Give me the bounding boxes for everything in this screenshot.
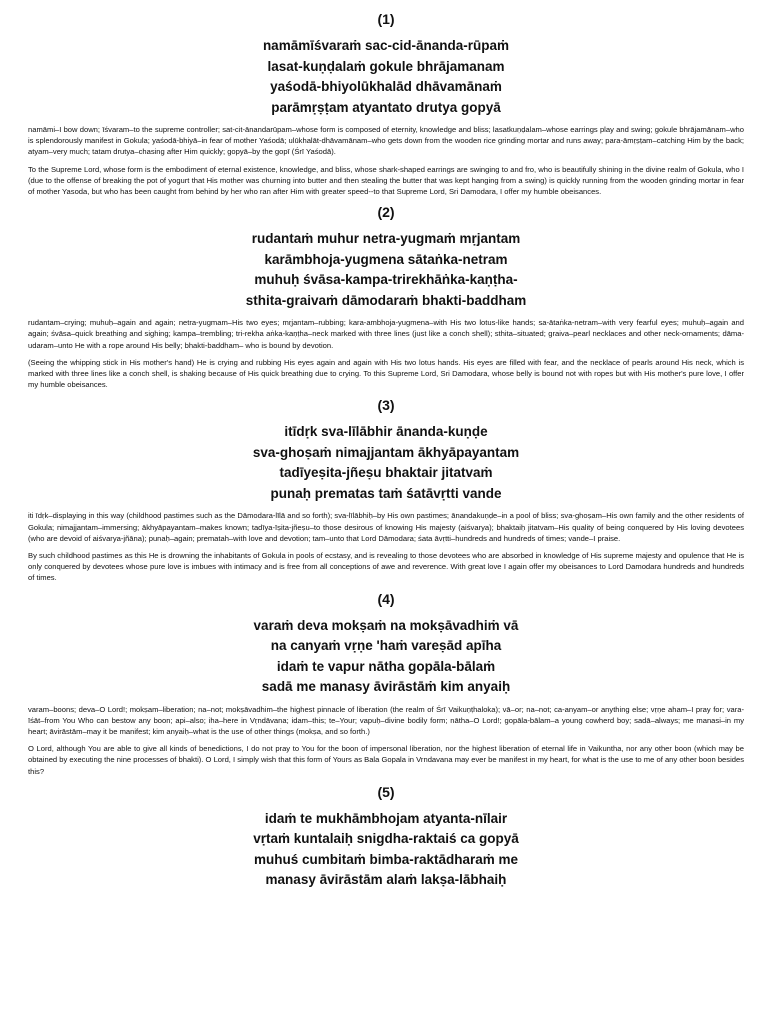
verse-line: idaṁ te vapur nātha gopāla-bālaṁ — [276, 658, 496, 674]
verse-section-3 — [28, 396, 744, 583]
verse-line: muhuḥ śvāsa-kampa-trirekhāṅka-kaṇṭha- — [254, 272, 518, 288]
verse-line: namāmīśvaraṁ sac-cid-ānanda-rūpaṁ — [262, 38, 510, 53]
verse-number: (3) — [377, 397, 395, 414]
word-for-word-gloss: iti īdṛk–displaying in this way (childhood pastimes such as the Dāmodara-līlā and so forth); sva-līlābhiḥ–by His own pastimes; ānandakuṇḍe–in a pool of bliss; sva-ghoṣam–His own family and the other residents of Gokula; nimajjantam–immersing; ākhyāpayantam–makes known; tadīya-īṣita-jñeṣu–to those desirous of knowing His majesty (aiśvarya); bhaktaiḥ jitatvam–His quality of being conquered by His loving devotees (who are devoid of aiśvarya-jñāna); punaḥ–again; prematah–with love and devotion; tam–unto that Lord Dāmodara; śata āvṛtti–hundreds and hundreds of times; vande–I praise. — [28, 511, 744, 543]
verse-line: rudantaṁ muhur netra-yugmaṁ mṛjantam — [251, 231, 521, 247]
verse-number: (5) — [377, 783, 395, 800]
verse-line: sthita-graivaṁ dāmodaraṁ bhakti-baddham — [245, 292, 527, 308]
word-for-word-gloss: rudantam–crying; muhuḥ–again and again; netra-yugmam–His two eyes; mṛjantam–rubbing; kara-ambhoja-yugmena–with His two lotus-like hands; sa-ātaṅka-netram–with very fearful eyes; muhuḥ–again and again; śvāsa–quick breathing and sighing; kampa–trembling; tri-rekha aṅka-kaṇṭha–neck marked with three lines (just like a conch shell); sthita–situated; graiva–pearl necklaces and other neck-ornaments; dāma-udaram–unto He with a rope around His belly; bhakti-baddham– who is bound by devotion. — [28, 318, 744, 350]
verse-line: vṛtaṁ kuntalaiḥ snigdha-raktaiś ca gopyā — [253, 831, 519, 847]
verse-section-2 — [28, 203, 744, 390]
verse-line: parāmṛṣṭam atyantato drutya gopyā — [271, 99, 501, 115]
verse-translation: To the Supreme Lord, whose form is the embodiment of eternal existence, knowledge, and bliss, whose shark-shaped earrings are swinging to and fro, who is beautifully shining in the divine realm of Gokula, who I (due to the offense of breaking the pot of yogurt that His mother was churning into butter and then stealing the butter that was kept hanging from a swing) is quickly running from the wooden grinding mortar in fear of mother Yasoda, but who has been caught from behind by her who ran after Him with greater speed--to that Supreme Lord, Sri Damodara, I offer my humble obeisances. — [28, 164, 744, 197]
verse-line: lasat-kuṇḍalaṁ gokule bhrājamanam — [267, 58, 505, 74]
verse-line: varaṁ deva mokṣaṁ na mokṣāvadhiṁ vā — [253, 617, 519, 633]
verse-translation: By such childhood pastimes as this He is drowning the inhabitants of Gokula in pools of ecstasy, and is revealing to those devotees who are absorbed in knowledge of His supreme majesty and opulence that He is only conquered by devotees whose pure love is imbues with intimacy and is free from all conceptions of awe and reverence. With great love I again offer my obeisances to Lord Damodara hundreds and hundreds of times. — [28, 551, 744, 583]
verse-line: karāmbhoja-yugmena sātaṅka-netram — [264, 251, 508, 267]
verse-translation: O Lord, although You are able to give all kinds of benedictions, I do not pray to You for the boon of impersonal liberation, nor the highest liberation of eternal life in Vaikuntha, nor any other boon (which may be obtained by executing the nine processes of bhakti). O Lord, I simply wish that this form of Yours as Bala Gopala in Vrndavana may ever be manifest in my heart, for what is the use to me of any other boon besides this? — [28, 744, 744, 776]
sanskrit-verse — [28, 809, 744, 891]
sanskrit-verse — [28, 616, 744, 698]
word-for-word-gloss: varam–boons; deva–O Lord!; mokṣam–liberation; na–not; mokṣāvadhim–the highest pinnacle of liberation (the realm of Śrī Vaikuṇṭhaloka); vā–or; na–not; ca-anyam–or anything else; vṛṇe aham–I pray for; vara-īśāt–from You Who can bestow any boon; api–also; iha–here in Vṛndāvana; idam–this; te–Your; vapuḥ–divine bodily form; nātha–O Lord!; gopāla-bālam–a young cowherd boy; sadā–always; me manasi–in my heart; āvirāstām–may it be manifest; kim anyaiḥ–what is the use of other things (mokṣa, and so forth.) — [28, 704, 744, 737]
verse-line: punaḥ prematas taṁ śatāvṛtti vande — [270, 485, 502, 501]
verse-number: (1) — [377, 11, 395, 27]
verse-line: idaṁ te mukhāmbhojam atyanta-nīlair — [264, 810, 508, 826]
verse-line: yaśodā-bhiyolūkhalād dhāvamānaṁ — [270, 79, 502, 94]
verse-number: (2) — [377, 204, 395, 221]
sanskrit-verse — [28, 36, 744, 118]
verse-section-5 — [28, 783, 744, 891]
sanskrit-verse — [28, 229, 744, 311]
verse-line: tadīyeṣita-jñeṣu bhaktair jitatvaṁ — [279, 465, 493, 481]
verse-number: (4) — [377, 590, 395, 607]
verse-line: sadā me manasy āvirāstāṁ kim anyaiḥ — [261, 679, 511, 695]
sanskrit-verse — [28, 422, 744, 504]
word-for-word-gloss: namāmi–I bow down; īśvaram–to the supreme controller; sat-cit-ānandarūpam–whose form is composed of eternity, knowledge and bliss; lasatkuṇḍalam–whose earrings play and swing; gokule bhrājamānam–who is splendorously manifest in Gokula; yaśodā-bhiyā–in fear of mother Yaśodā; ulūkhalāt-dhāvamānam–who gets down from the wooden rice grinding mortar and runs away; para-āmṛṣṭam–catching Him by the back; atyam–very much; tatam drutya–chasing after Him quickly; gopyā–by the gopī (Śrī Yaśodā). — [28, 125, 744, 157]
verse-translation: (Seeing the whipping stick in His mother's hand) He is crying and rubbing His eyes again and again with His two lotus hands. His eyes are filled with fear, and the necklace of pearls around His neck, which is marked with three lines like a conch shell, is shaking because of His quick breathing due to crying. To this Supreme Lord, Sri Damodara, whose belly is bound not with ropes but with His mother's pure love, I offer my humble obeisances. — [28, 357, 744, 390]
verse-line: sva-ghoṣaṁ nimajjantam ākhyāpayantam — [252, 444, 520, 460]
verse-section-1 — [28, 10, 744, 197]
verse-line: muhuś cumbitaṁ bimba-raktādharaṁ me — [253, 851, 519, 867]
verse-line: manasy āvirāstām alaṁ lakṣa-lābhaiḥ — [265, 872, 507, 888]
verse-line: itīdṛk sva-līlābhir ānanda-kuṇḍe — [284, 424, 488, 440]
verse-line: na canyaṁ vṛṇe 'haṁ vareṣād apīha — [270, 638, 502, 654]
verse-section-4 — [28, 590, 744, 777]
